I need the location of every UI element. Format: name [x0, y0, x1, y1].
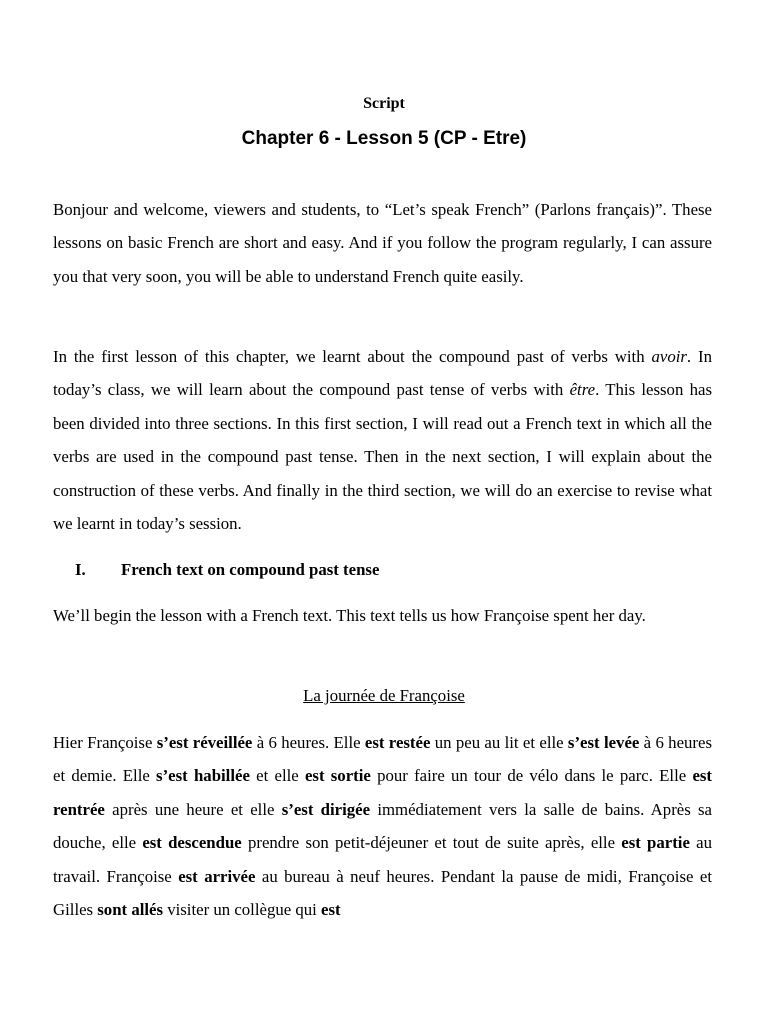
section-title: French text on compound past tense [121, 560, 380, 579]
section-intro-text: We’ll begin the lesson with a French text. This text tells us how Françoise spent her day. [53, 606, 646, 625]
verb-phrase: est rentrée [53, 766, 713, 819]
verb-phrase: est [321, 900, 341, 920]
overview-etre: être [569, 380, 596, 400]
french-text-title [0, 684, 768, 708]
overview-text [53, 340, 712, 540]
verb-phrase: s’est réveillée [156, 733, 253, 752]
text-segment: et elle [249, 766, 305, 786]
section-intro-paragraph [53, 599, 712, 632]
french-text-title-label: La journée de Françoise [303, 686, 465, 705]
verb-phrase: est restée [364, 733, 431, 752]
text-segment: prendre son petit-déjeuner et tout de suite après, elle [241, 833, 622, 853]
text-segment: à 6 heures. Elle [252, 733, 365, 752]
overview-part1: In the first lesson of this chapter, we learnt about the compound past of verbs with [53, 347, 652, 366]
text-segment: pour faire un tour de vélo dans le parc. Elle [370, 766, 693, 786]
text-segment: après une heure et elle [104, 799, 282, 819]
verb-phrase: s’est dirigée [281, 799, 371, 819]
text-segment: à 6 heures et demie. Elle [53, 733, 712, 786]
text-segment: visiter un collègue qui [163, 900, 322, 920]
text-segment: au bureau à neuf heures. Pendant la pause de midi, Françoise et Gilles [53, 866, 712, 920]
verb-phrase: est arrivée [178, 866, 256, 886]
verb-phrase: sont allés [97, 900, 164, 920]
overview-avoir: avoir [651, 347, 687, 366]
section-number: I. [75, 560, 86, 579]
intro-text: Bonjour and welcome, viewers and students, to “Let’s speak French” (Parlons français)”. These lessons on basic French are short and easy. And if you follow the program regularly, I can assure you that very soon, you will be able to understand French quite easily. [53, 200, 712, 286]
verb-phrase: est descendue [142, 833, 242, 853]
overview-paragraph [53, 340, 712, 540]
text-segment: immédiatement vers la salle de bains. Après sa douche, elle [53, 799, 713, 853]
script-label: Script [363, 95, 405, 112]
text-segment: Hier Françoise [53, 733, 157, 752]
intro-paragraph [53, 193, 712, 293]
text-segment: un peu au lit et elle [430, 733, 568, 752]
verb-phrase: s’est levée [567, 733, 640, 752]
french-text-paragraph [53, 726, 712, 926]
overview-part3: . This lesson has been divided into three sections. In this first section, I will read out a French text in which all the verbs are used in the compound past tense. Then in the next section, I will explain about the construction of these verbs. And finally in the third section, we will do an exercise to revise what we learnt in today’s session. [53, 380, 713, 534]
verb-phrase: s’est habillée [156, 766, 250, 786]
overview-part2: . In today’s class, we will learn about the compound past tense of verbs with [53, 347, 712, 400]
text-segment: au travail. Françoise [53, 833, 712, 886]
section-heading [75, 558, 695, 582]
french-text [53, 726, 712, 926]
verb-phrase: est partie [621, 833, 690, 853]
verb-phrase: est sortie [304, 766, 371, 786]
chapter-title: Chapter 6 - Lesson 5 (CP - Etre) [241, 128, 527, 149]
